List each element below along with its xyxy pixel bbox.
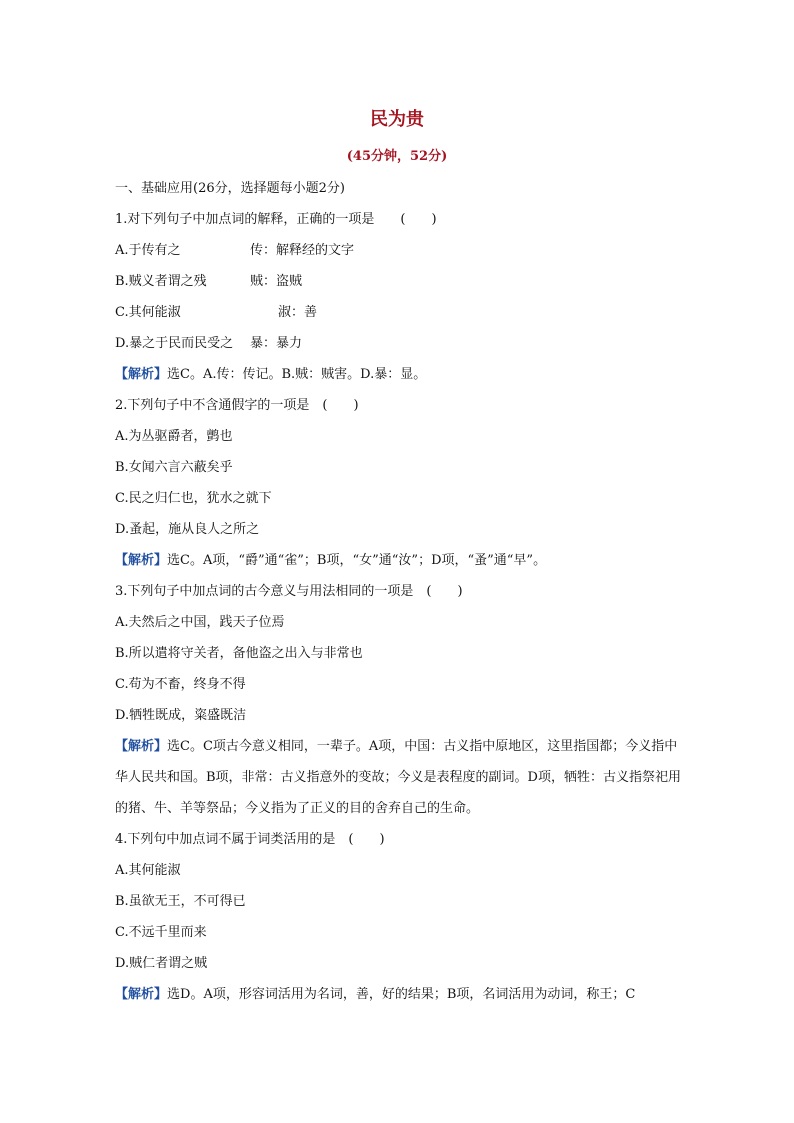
section-heading: 一、基础应用(26分，选择题每小题2分) [115, 181, 345, 196]
option-gloss: 暴：暴力 [250, 336, 303, 351]
analysis [115, 359, 685, 390]
option-row [115, 328, 685, 359]
option-row [115, 235, 685, 266]
option-text: B.贼义者谓之残 [115, 274, 207, 289]
page-subtitle: (45分钟，52分) [346, 149, 448, 164]
analysis-text: 选C。C项古今意义相同，一辈子。A项，中国：古义指中原地区，这里指国都；今义指中华人民共和国。B项，非常：古义指意外的变故；今义是表程度的副词。D项，牺牲：古义指祭祀用的猪、牛、羊等祭品；今义指为了正义的目的舍弃自己的生命。 [115, 739, 681, 816]
question-stem: 1.对下列句子中加点词的解释，正确的一项是 ( ) [115, 212, 437, 227]
option-text: D.暴之于民而民受之 [115, 336, 234, 351]
option-text: B.虽欲无王，不可得已 [115, 894, 246, 909]
option-text: A.为丛驱爵者，鹯也 [115, 429, 233, 444]
analysis-text: 选D。A项，形容词活用为名词，善，好的结果；B项，名词活用为动词，称王；C [167, 987, 636, 1002]
analysis-tag: 【解析】 [115, 367, 168, 382]
analysis [115, 545, 685, 576]
option-text: D.牺牲既成，粢盛既洁 [115, 708, 247, 723]
option-text: B.所以遣将守关者，备他盗之出入与非常也 [115, 646, 363, 661]
page-title: 民为贵 [370, 109, 424, 130]
analysis-tag: 【解析】 [115, 553, 168, 568]
analysis-tag: 【解析】 [115, 987, 168, 1002]
option-text: C.不远千里而来 [115, 925, 207, 940]
question-stem: 3.下列句子中加点词的古今意义与用法相同的一项是 ( ) [115, 584, 463, 599]
option-gloss: 贼：盗贼 [250, 274, 303, 289]
question-stem: 2.下列句子中不含通假字的一项是 ( ) [115, 398, 359, 413]
analysis-text: 选C。A.传：传记。B.贼：贼害。D.暴：显。 [167, 367, 427, 382]
question-stem: 4.下列句中加点词不属于词类活用的是 ( ) [115, 832, 385, 847]
option-text: D.贼仁者谓之贼 [115, 956, 208, 971]
option-text: C.其何能淑 [115, 305, 181, 320]
analysis-tag: 【解析】 [115, 739, 168, 754]
analysis [115, 731, 685, 824]
option-text: C.苟为不畜，终身不得 [115, 677, 246, 692]
option-text: A.夫然后之中国，践天子位焉 [115, 615, 285, 630]
analysis [115, 979, 685, 1010]
option-text: A.于传有之 [115, 243, 181, 258]
option-text: C.民之归仁也，犹水之就下 [115, 491, 272, 506]
document-body [115, 173, 685, 1010]
option-text: A.其何能淑 [115, 863, 181, 878]
option-gloss: 淑：善 [278, 305, 318, 320]
option-gloss: 传：解释经的文字 [250, 243, 355, 258]
option-row [115, 297, 685, 328]
option-row [115, 266, 685, 297]
option-text: B.女闻六言六蔽矣乎 [115, 460, 233, 475]
analysis-text: 选C。A项，“爵”通“雀”；B项，“女”通“汝”；D项，“蚤”通“早”。 [167, 553, 547, 568]
option-text: D.蚤起，施从良人之所之 [115, 522, 260, 537]
